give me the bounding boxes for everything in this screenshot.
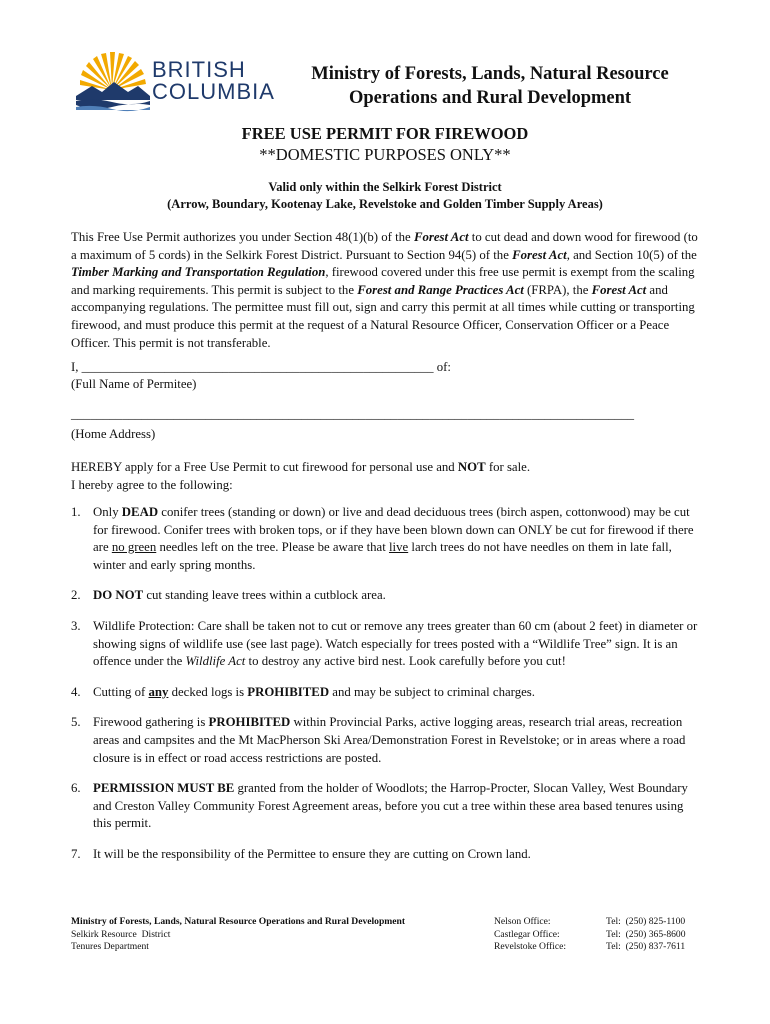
frpa-ref: Forest and Range Practices Act xyxy=(357,282,524,297)
item-number: 1. xyxy=(71,505,81,519)
phone-number: Tel: (250) 837-7611 xyxy=(606,941,686,952)
wildlife-act-ref: Wildlife Act xyxy=(185,654,246,669)
bc-logo-text xyxy=(152,59,275,103)
footer-ministry xyxy=(71,916,405,954)
item-number: 6. xyxy=(71,781,81,796)
footer-district: Selkirk Resource District xyxy=(71,928,171,940)
item-text: to destroy any active bird nest. Look carefully before you cut! xyxy=(245,654,566,669)
full-name-field[interactable]: I, _______________________________________________________ of: xyxy=(71,360,451,374)
conditions-list xyxy=(71,504,701,877)
logo-line-2: COLUMBIA xyxy=(152,79,275,104)
item-text: larch trees do not have needles on them in late fall, winter and early spring months. xyxy=(93,540,672,572)
footer-ministry-name: Ministry of Forests, Lands, Natural Resource Operations and Rural Development xyxy=(71,916,406,927)
office-label: Castlegar Office: xyxy=(494,928,560,940)
item-number: 2. xyxy=(71,588,81,603)
ministry-line-1: Ministry of Forests, Lands, Natural Resource xyxy=(311,64,669,84)
forest-act-ref: Forest Act xyxy=(413,230,469,244)
item-text: Firewood gathering is xyxy=(93,715,209,730)
item-text: Cutting of xyxy=(93,684,149,699)
full-name-label: (Full Name of Permitee) xyxy=(71,377,197,391)
item-text: Only xyxy=(93,505,122,519)
intro-paragraph xyxy=(71,229,701,352)
permit-title: FREE USE PERMIT FOR FIREWOOD xyxy=(241,124,529,143)
logo-line-1: BRITISH xyxy=(152,57,246,82)
any-emphasis: any xyxy=(148,684,169,699)
home-address-label: (Home Address) xyxy=(71,427,156,441)
item-number: 5. xyxy=(71,715,81,730)
no-green-emphasis: no green xyxy=(111,540,157,555)
list-item xyxy=(71,780,701,833)
dead-emphasis: DEAD xyxy=(121,505,159,519)
office-label: Revelstoke Office: xyxy=(494,941,567,952)
list-item xyxy=(71,504,701,574)
prohibited-emphasis: PROHIBITED xyxy=(208,715,291,730)
not-emphasis: NOT xyxy=(457,460,486,474)
phone-number: Tel: (250) 365-8600 xyxy=(606,928,686,940)
footer-phones xyxy=(606,916,686,954)
hereby-text: HEREBY apply for a Free Use Permit to cut firewood for personal use and xyxy=(71,460,458,474)
live-emphasis: live xyxy=(388,540,409,555)
item-text: granted from the holder of Woodlots; the Harrop-Procter, Slocan Valley, West Boundary and Creston Valley Community Forest Agreement areas, before you cut a tree within these area based tenures using this permit. xyxy=(93,781,688,831)
list-item xyxy=(71,587,701,605)
list-item xyxy=(71,618,701,671)
regulation-ref: Timber Marking and Transportation Regulation xyxy=(71,265,326,280)
item-text: conifer trees (standing or down) or live and dead deciduous trees (birch aspen, cottonwood) may be cut for firewood. Conifer trees with broken tops, or if they have been blown down can ONLY be cut for firewood if there are xyxy=(93,505,694,555)
item-text: It will be the responsibility of the Permittee to ensure they are cutting on Crown land. xyxy=(93,846,531,861)
list-item xyxy=(71,846,701,864)
item-number: 4. xyxy=(71,684,81,699)
phone-number: Tel: (250) 825-1100 xyxy=(606,916,686,927)
item-text: cut standing leave trees within a cutblock area. xyxy=(143,588,386,603)
item-text: within Provincial Parks, active logging areas, research trial areas, recreation areas and campsites and the Mt MacPherson Ski Area/Demonstration Forest in Revelstoke; or in areas where a road closure is in effect or road access restrictions are posted. xyxy=(93,715,686,765)
prohibited-emphasis: PROHIBITED xyxy=(247,684,330,699)
intro-text: This Free Use Permit authorizes you under Section 48(1)(b) of the xyxy=(71,230,414,244)
ministry-line-2: Operations and Rural Development xyxy=(348,88,632,108)
item-text: Wildlife Protection: Care shall be taken not to cut or remove any trees greater than 60 cm (about 2 feet) in diameter or showing signs of wildlife use (see last page). Watch especially for trees posted with a “Wildlife Tree” sign. It is an offence under the xyxy=(93,618,698,669)
item-text: and may be subject to criminal charges. xyxy=(329,684,535,699)
validity-line-1: Valid only within the Selkirk Forest District xyxy=(268,180,502,194)
hereby-statement xyxy=(71,459,701,494)
intro-text: to cut dead and down wood for firewood (to a maximum of 5 cords) in the Selkirk Forest District. Pursuant to Section 94(5) of the xyxy=(71,230,698,262)
permit-subtitle: **DOMESTIC PURPOSES ONLY** xyxy=(259,145,511,164)
intro-text: , and Section 10(5) of the xyxy=(566,247,697,262)
forest-act-ref: Forest Act xyxy=(512,247,567,262)
validity-line-2: (Arrow, Boundary, Kootenay Lake, Revelstoke and Golden Timber Supply Areas) xyxy=(167,197,603,211)
list-item xyxy=(71,684,701,702)
do-not-emphasis: DO NOT xyxy=(93,588,144,603)
item-number: 7. xyxy=(71,846,81,861)
item-text: needles left on the tree. Please be aware that xyxy=(156,540,389,555)
home-address-field[interactable]: ________________________________________________________________________________________ xyxy=(71,407,635,421)
intro-text: (FRPA), the xyxy=(523,282,592,297)
intro-text: and accompanying regulations. The permittee must fill out, sign and carry this permit at all times while cutting or transporting firewood, and must produce this permit at the request of a Natural Resource Officer, Conservation Officer or a Peace Officer. This permit is not transferable. xyxy=(71,282,695,350)
intro-text: , firewood covered under this free use permit is exempt from the scaling and marking requirements. This permit is subject to the xyxy=(71,265,695,297)
office-label: Nelson Office: xyxy=(494,916,551,927)
item-number: 3. xyxy=(71,618,81,633)
item-text: decked logs is xyxy=(168,684,248,699)
agree-text: I hereby agree to the following: xyxy=(71,477,233,492)
permission-emphasis: PERMISSION MUST BE xyxy=(93,781,235,796)
bc-sun-mountain-icon xyxy=(72,52,152,112)
footer-offices xyxy=(494,916,566,954)
ministry-heading xyxy=(280,62,700,110)
hereby-text: for sale. xyxy=(485,460,531,474)
footer-department: Tenures Department xyxy=(71,941,149,952)
forest-act-ref: Forest Act xyxy=(591,282,647,297)
list-item xyxy=(71,714,701,767)
